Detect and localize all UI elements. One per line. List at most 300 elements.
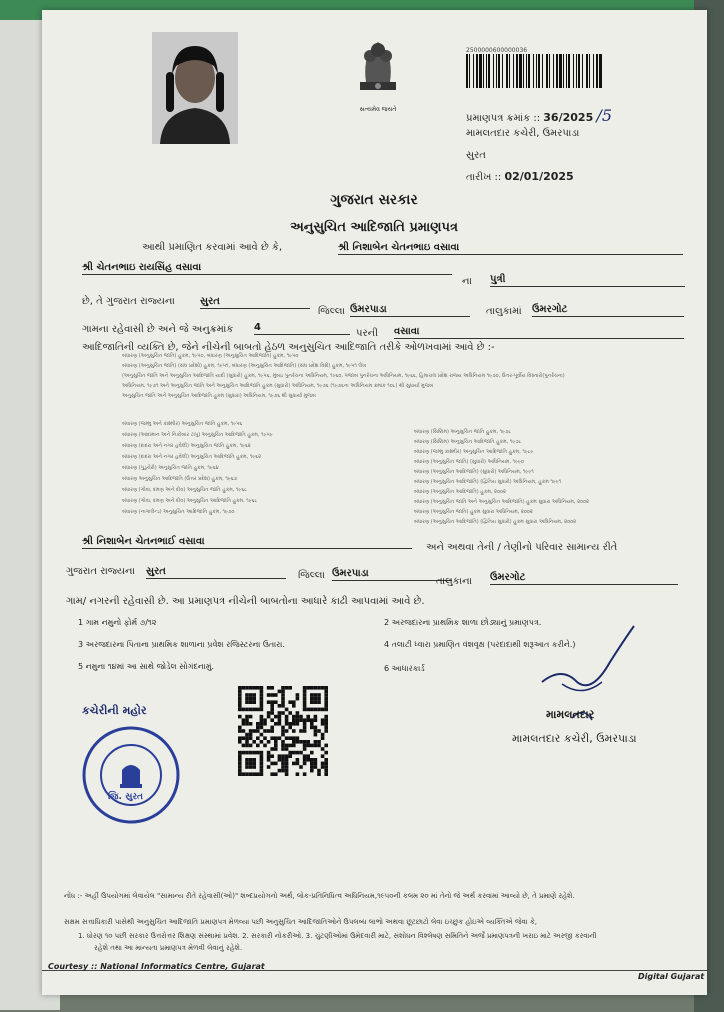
signatory-title: મામલતદાર (546, 708, 595, 721)
taluka-value-2: ઉમરપાડા (332, 568, 452, 581)
qr-module (299, 765, 303, 769)
qr-module (285, 736, 289, 740)
qr-module (245, 762, 249, 766)
qr-module (260, 718, 264, 722)
qr-module (274, 693, 278, 697)
father-name: શ્રી ચેતનભાઇ રાયસિંહ વસાવા (82, 262, 452, 275)
qr-module (267, 711, 271, 715)
qr-module (270, 718, 274, 722)
qr-module (314, 708, 318, 712)
qr-module (285, 747, 289, 751)
barcode-bar (496, 54, 497, 88)
state-prefix-2: ગુજરાત રાજ્યના (66, 566, 135, 577)
barcode (466, 54, 604, 88)
qr-module (321, 765, 325, 769)
qr-module (263, 722, 267, 726)
note-line-4: રહેશે તથા આ માન્યતા પ્રમાણપત્ર મેળવી લેવાનું રહેશે. (94, 944, 243, 952)
qr-module (249, 758, 253, 762)
qr-module (296, 693, 300, 697)
qr-module (314, 740, 318, 744)
qr-module (324, 708, 328, 712)
qr-module (310, 718, 314, 722)
state-prefix: છે, તે ગુજરાત રાજ્યના (82, 296, 175, 307)
qr-module (285, 765, 289, 769)
qr-module (245, 765, 249, 769)
qr-module (317, 744, 321, 748)
qr-module (303, 704, 307, 708)
qr-module (314, 718, 318, 722)
qr-module (317, 697, 321, 701)
qr-module (245, 733, 249, 737)
office-seal (80, 724, 182, 826)
qr-module (278, 718, 282, 722)
qr-module (285, 772, 289, 776)
qr-module (278, 704, 282, 708)
qr-module (288, 754, 292, 758)
district-label-2: જિલ્લા (298, 570, 325, 581)
qr-module (317, 686, 321, 690)
qr-module (288, 744, 292, 748)
qr-module (303, 747, 307, 751)
qr-module (270, 762, 274, 766)
qr-module (324, 704, 328, 708)
qr-module (292, 722, 296, 726)
barcode-bar (476, 54, 478, 88)
certificate-title: અનુસુચિત આદિજાતિ પ્રમાણપત્ર (290, 220, 458, 235)
schedule-left-item: બંધારણ (ગોવા, દમણ અને દીવ) અનુસુચિત જાતિ હુકમ, ૧૯૬૮ (122, 487, 247, 493)
qr-module (270, 726, 274, 730)
recognition-text: આદિજાતિની વ્યક્તિ છે, જેને નીચેની બાબતો હેઠળ અનુસુચિત આદિજાતિ તરીકે ઓળખવામાં આવે છે :- (82, 342, 495, 353)
qr-module (321, 736, 325, 740)
qr-module (242, 722, 246, 726)
village-text: ગામ/ નગરની રહેવાસી છે. આ પ્રમાણપત્ર નીચેની બાબતોના આધારે કાઢી આપવામાં આવે છે. (66, 596, 425, 607)
qr-module (317, 769, 321, 773)
barcode-bar (546, 54, 548, 88)
qr-module (281, 754, 285, 758)
qr-module (292, 740, 296, 744)
resident-text: ગામના રહેવાસી છે અને જે અનુક્રમાંક (82, 324, 234, 335)
qr-module (321, 754, 325, 758)
qr-module (278, 754, 282, 758)
barcode-bar (536, 54, 537, 88)
qr-module (306, 686, 310, 690)
schedule-left-item: બંધારણ (નાગાલેન્ડ) અનુસુચિત આદિજાતિ હુકમ, ૧૯૭૦ (122, 509, 235, 515)
qr-module (321, 722, 325, 726)
qr-module (260, 772, 264, 776)
barcode-bar (516, 54, 518, 88)
village-value: ઉમરગોટ (532, 304, 684, 317)
qr-module (306, 740, 310, 744)
qr-module (303, 758, 307, 762)
qr-module (314, 765, 318, 769)
note-line-3: 1. ધોરણ ૧૦ પછી સરકાર ઉત્તરોત્તર શિક્ષણ સંસ્થામાં પ્રવેશ. 2. સરકારી નોકરીઓ. 3. ચુંટણીઓમાં ઉમેદવારી માટે, સંશોધન વિશ્લેષણ સમિતિને અર્જે પ્રમાણપત્રની ખરાઇ માટે અરજી કરવાની (78, 932, 597, 940)
qr-module (245, 722, 249, 726)
qr-module (303, 729, 307, 733)
qr-module (256, 729, 260, 733)
barcode-bar (593, 54, 594, 88)
taluka-label: તાલુકામાં (486, 306, 522, 317)
qr-module (303, 744, 307, 748)
qr-module (270, 693, 274, 697)
qr-module (245, 744, 249, 748)
qr-module (292, 718, 296, 722)
qr-module (263, 718, 267, 722)
qr-module (238, 697, 242, 701)
qr-module (260, 765, 264, 769)
qr-module (260, 726, 264, 730)
qr-module (303, 686, 307, 690)
qr-module (249, 686, 253, 690)
family-text: અને અથવા તેની / તેણીનો પરિવાર સામાન્ય રીતે (426, 542, 618, 553)
qr-module (238, 751, 242, 755)
seal-bottom-text: જિ. સુરત (108, 792, 144, 802)
schedule-right-item: બંધારણ (સિક્કિમ) અનુસુચિત આદિજાતિ હુકમ, ૧૯૭૮ (414, 439, 522, 445)
qr-module (274, 744, 278, 748)
qr-module (267, 754, 271, 758)
barcode-bar (469, 54, 470, 88)
barcode-bar (493, 54, 494, 88)
barcode-bar (488, 54, 490, 88)
signatory-office: મામલતદાર કચેરી, ઉમરપાડા (512, 732, 637, 745)
caste-label: પરની (356, 328, 378, 339)
schedule-right-item: બંધારણ (અનુસુચિત આદિજાતિ) (દ્વિતિય સુધારો) અધિનિયમ, હુકમ ૧૯૯૧ (414, 479, 562, 485)
qr-module (321, 718, 325, 722)
district-value-2: સુરત (146, 566, 286, 579)
qr-module (242, 708, 246, 712)
qr-module (303, 740, 307, 744)
document-3: 3 અરજદારના પિતાના પ્રાથમિક શાળાના પ્રવેશ રજિસ્ટરના ઉતારા. (78, 640, 285, 649)
qr-module (285, 744, 289, 748)
qr-module (285, 754, 289, 758)
qr-module (285, 769, 289, 773)
qr-module (278, 758, 282, 762)
qr-module (303, 722, 307, 726)
schedule-right-item: બંધારણ (અનુસુચિત આદિજાતિ) (સુધારો) અધિનિયમ, ૧૯૯૧ (414, 469, 534, 475)
barcode-bar (509, 54, 510, 88)
handwritten-suffix: /5 (596, 106, 612, 125)
qr-module (314, 693, 318, 697)
qr-module (324, 686, 328, 690)
schedule-right-item: બંધારણ (અનુસુચિત આદિજાતિ) (દ્વિતિય સુધારો) હુકમ સુધારા અધિનિયમ, ૨૦૦૨ (414, 519, 577, 525)
qr-module (292, 729, 296, 733)
qr-module (324, 762, 328, 766)
qr-module (281, 693, 285, 697)
qr-module (285, 718, 289, 722)
qr-module (252, 700, 256, 704)
qr-module (256, 722, 260, 726)
qr-module (321, 708, 325, 712)
issue-date-row (466, 170, 574, 183)
qr-module (260, 690, 264, 694)
qr-module (252, 772, 256, 776)
qr-module (260, 733, 264, 737)
qr-module (299, 718, 303, 722)
qr-module (270, 736, 274, 740)
qr-module (252, 765, 256, 769)
qr-module (249, 708, 253, 712)
qr-module (260, 708, 264, 712)
qr-module (324, 726, 328, 730)
schedule-right-item: બંધારણ (અનુસુચિત જાતિ) હુકમ સુધારા અધિનિયમ, ૨૦૦૨ (414, 509, 533, 515)
taluka-label-2: તાલુકાના (436, 576, 473, 587)
qr-module (270, 772, 274, 776)
qr-module (238, 708, 242, 712)
issue-date-label: તારીખ :: (466, 172, 502, 183)
qr-module (324, 772, 328, 776)
qr-module (260, 704, 264, 708)
qr-module (267, 700, 271, 704)
qr-module (238, 693, 242, 697)
qr-module (263, 729, 267, 733)
qr-module (324, 690, 328, 694)
qr-module (314, 733, 318, 737)
qr-module (267, 715, 271, 719)
qr-module (252, 762, 256, 766)
qr-module (249, 751, 253, 755)
qr-module (314, 726, 318, 730)
qr-module (281, 762, 285, 766)
qr-module (274, 740, 278, 744)
qr-module (314, 700, 318, 704)
qr-module (314, 729, 318, 733)
qr-module (256, 751, 260, 755)
government-title: ગુજરાત સરકાર (330, 192, 418, 208)
qr-module (296, 751, 300, 755)
barcode-bar (519, 54, 522, 88)
qr-module (288, 711, 292, 715)
qr-module (238, 686, 242, 690)
qr-module (242, 744, 246, 748)
qr-module (310, 722, 314, 726)
qr-module (270, 729, 274, 733)
qr-module (310, 700, 314, 704)
qr-module (245, 686, 249, 690)
qr-module (317, 772, 321, 776)
qr-module (245, 751, 249, 755)
barcode-bar (573, 54, 574, 88)
document-5: 5 નમુના ૧૪માં આ સાથે જોડેલ સોગંદનામું. (78, 662, 215, 671)
qr-module (242, 751, 246, 755)
schedule-left-item: બંધારણ (ગોવા, દમણ અને દીવ) અનુસુચિત આદિજાતિ હુકમ, ૧૯૬૮ (122, 498, 258, 504)
qr-module (317, 700, 321, 704)
issuing-office: મામલતદાર કચેરી, ઉમરપાડા (466, 128, 580, 139)
barcode-bar (502, 54, 503, 88)
applicant-name: શ્રી નિશાબેન ચેતનભાઇ વસાવા (338, 242, 683, 255)
qr-module (270, 754, 274, 758)
qr-module (252, 740, 256, 744)
qr-module (274, 762, 278, 766)
qr-module (314, 715, 318, 719)
qr-module (278, 711, 282, 715)
qr-module (238, 765, 242, 769)
qr-module (249, 765, 253, 769)
qr-module (314, 758, 318, 762)
district-label: જિલ્લા (318, 306, 345, 317)
qr-module (324, 744, 328, 748)
qr-module (303, 690, 307, 694)
qr-module (263, 736, 267, 740)
qr-module (281, 697, 285, 701)
qr-module (260, 740, 264, 744)
certificate-number: 36/2025 (543, 111, 594, 124)
qr-module (281, 704, 285, 708)
qr-module (238, 736, 242, 740)
note-line-2: સક્ષમ સત્તાધિકારી પાસેથી અનુસુચિત આદિજાતિ પ્રમાણપત્ર મેળવ્યા પછી અનુસુચિત આદિજાતિઓને ઉપલબ્ધ લાભો અથવા છૂટછાટો લેવા ઇચ્છુક હોઇએ વ્યક્તિએ જેવા કે, (64, 918, 538, 926)
stamp-heading: કચેરીની મહોર (82, 704, 147, 717)
barcode-bar (486, 54, 487, 88)
qr-module (296, 715, 300, 719)
qr-module (267, 729, 271, 733)
schedule-top-item: બંધારણ (અનુસુચિત જાતિ) (સંઘ પ્રદેશો) હુકમ, ૧૯૫૧, બંધારણ (અનુસુચિત આદિજાતિ) (સંઘ પ્રદેશ વિશે) હુકમ, ૧૯૫૧ લેખ (122, 363, 367, 369)
qr-module (281, 747, 285, 751)
qr-module (278, 690, 282, 694)
qr-module (260, 722, 264, 726)
barcode-bar (578, 54, 580, 88)
qr-module (324, 722, 328, 726)
barcode-bar (589, 54, 590, 88)
qr-module (252, 751, 256, 755)
qr-module (270, 711, 274, 715)
qr-module (252, 708, 256, 712)
qr-module (281, 769, 285, 773)
schedule-left-item: બંધારણ (જમ્મુ અને કાશ્મીર) અનુસુચિત જાતિ હુકમ, ૧૯૫૬ (122, 421, 243, 427)
barcode-bar (513, 54, 514, 88)
footer-brand: Digital Gujarat (638, 972, 705, 981)
qr-module (306, 758, 310, 762)
document-6: 6 આધારકાર્ડ (384, 664, 425, 673)
qr-module (306, 718, 310, 722)
qr-module (310, 769, 314, 773)
qr-module (288, 736, 292, 740)
qr-module (252, 729, 256, 733)
qr-module (260, 700, 264, 704)
qr-module (260, 697, 264, 701)
qr-module (245, 700, 249, 704)
certificate-number-row (466, 106, 612, 125)
qr-module (238, 726, 242, 730)
qr-module (303, 726, 307, 730)
qr-module (281, 711, 285, 715)
qr-module (238, 729, 242, 733)
applicant-photo (152, 32, 238, 144)
qr-module (288, 686, 292, 690)
qr-module (317, 740, 321, 744)
qr-module (310, 726, 314, 730)
qr-module (252, 686, 256, 690)
qr-module (252, 697, 256, 701)
qr-module (238, 769, 242, 773)
barcode-bar (553, 54, 554, 88)
barcode-bar (586, 54, 588, 88)
qr-module (306, 708, 310, 712)
qr-module (245, 740, 249, 744)
document-4: 4 તલાટી ધ્વારા પ્રમાણિત વંશવૃક્ષ (પરદાદાથી શરૂઆત કરીને.) (384, 640, 576, 649)
qr-module (285, 715, 289, 719)
qr-module (303, 754, 307, 758)
qr-module (317, 729, 321, 733)
qr-module (260, 715, 264, 719)
qr-module (281, 686, 285, 690)
qr-module (278, 722, 282, 726)
schedule-left-item: બંધારણ (દાદરા અને નગર હવેલી) અનુસુચિત આદિજાતિ હુકમ, ૧૯૬૨ (122, 454, 262, 460)
qr-module (310, 744, 314, 748)
barcode-bar (599, 54, 602, 88)
qr-module (242, 686, 246, 690)
qr-module (285, 758, 289, 762)
qr-module (263, 744, 267, 748)
certificate-number-label: પ્રમાણપત્ર ક્રમાંક :: (466, 113, 541, 124)
qr-module (321, 733, 325, 737)
qr-module (314, 697, 318, 701)
qr-module (281, 765, 285, 769)
qr-module (281, 758, 285, 762)
qr-module (310, 751, 314, 755)
qr-module (296, 758, 300, 762)
qr-module (324, 693, 328, 697)
qr-module (292, 751, 296, 755)
barcode-bar (523, 54, 524, 88)
qr-module (274, 715, 278, 719)
serial-number: 4 (254, 322, 350, 335)
qr-module (292, 704, 296, 708)
qr-module (270, 708, 274, 712)
qr-module (252, 758, 256, 762)
qr-module (285, 708, 289, 712)
qr-module (299, 729, 303, 733)
qr-module (260, 762, 264, 766)
qr-module (310, 762, 314, 766)
barcode-bar (498, 54, 500, 88)
qr-module (324, 697, 328, 701)
qr-code (238, 686, 328, 776)
qr-module (285, 762, 289, 766)
qr-module (238, 700, 242, 704)
barcode-bar (506, 54, 508, 88)
barcode-bar (538, 54, 540, 88)
barcode-bar (559, 54, 562, 88)
qr-module (310, 693, 314, 697)
qr-module (270, 747, 274, 751)
qr-module (303, 762, 307, 766)
qr-module (306, 754, 310, 758)
schedule-top-item: અધિનિયમ, ૧૯૭૧ અને અનુસુચિત જાતિ અને અનુસુચિત આદિજાતિ હુકમ (સુધારો) અધિનિયમ, ૧૯૭૬ (૧૯૭૬ના અધિનિયમ ક્રમાંક ૧૦૮) થી સુધાર્યા મુજબ (122, 383, 434, 389)
qr-module (296, 718, 300, 722)
qr-module (281, 733, 285, 737)
qr-module (274, 700, 278, 704)
qr-module (296, 697, 300, 701)
qr-module (249, 729, 253, 733)
qr-module (281, 740, 285, 744)
district-value: સુરત (200, 296, 310, 309)
barcode-bar (576, 54, 577, 88)
qr-module (281, 700, 285, 704)
village-value-2: ઉમરગોટ (490, 572, 678, 585)
qr-module (292, 744, 296, 748)
qr-module (256, 726, 260, 730)
qr-module (317, 693, 321, 697)
issuing-district: સુરત (466, 150, 486, 161)
qr-module (260, 754, 264, 758)
note-line-1: નોંધ :- અહીં ઉપયોગમાં લેવાયેલ "સામાન્ય રીતે રહેવાસી(ઓ)" શબ્દપ્રયોગનો અર્થ, લોક-પ્રતિનિધિત્વ અધિનિયમ,૧૯૫૦ની કલમ ૨૦ માં તેનો જે અર્થ કરવામાં આવ્યો છે, તે પ્રમાણે રહેશે. (64, 892, 575, 900)
schedule-left-item: બંધારણ (પુડુચેરી) અનુસુચિત જાતિ હુકમ, ૧૯૬૪ (122, 465, 219, 471)
qr-module (256, 708, 260, 712)
barcode-bar (473, 54, 474, 88)
qr-module (314, 744, 318, 748)
qr-module (245, 758, 249, 762)
qr-module (317, 708, 321, 712)
barcode-bar (566, 54, 567, 88)
qr-module (324, 718, 328, 722)
